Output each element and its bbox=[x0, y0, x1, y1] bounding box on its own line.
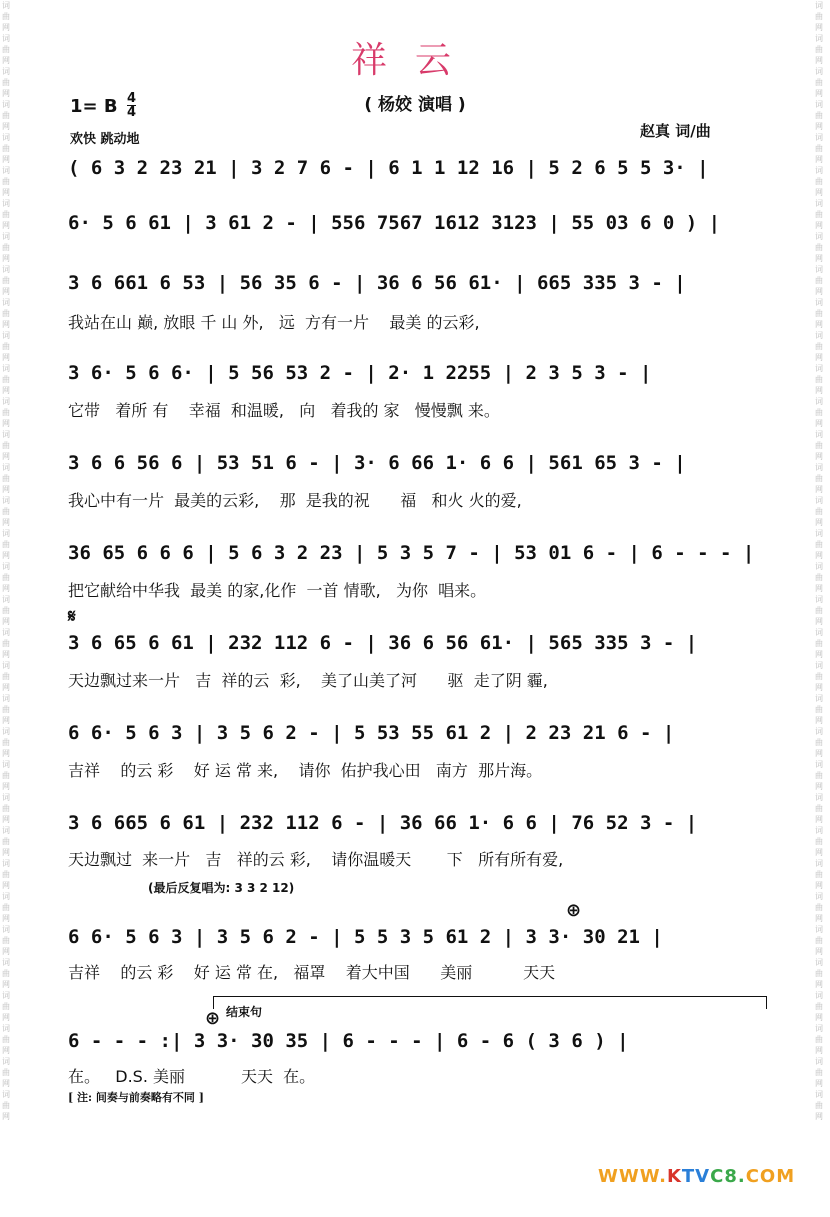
score-line-11-notes: 6 - - - :| 3 3· 30 35 | 6 - - - | 6 - 6 ( 3 6 ) | bbox=[68, 1030, 629, 1052]
score-line-2-notes: 6· 5 6 61 | 3 61 2 - | 556 7567 1612 3123 | 55 03 6 0 ) | bbox=[68, 212, 721, 234]
score-line-5-notes: 3 6 6 56 6 | 53 51 6 - | 3· 6 66 1· 6 6 | 561 65 3 - | bbox=[68, 452, 686, 474]
score-line-9-lyrics: 天边飘过 来一片 吉 祥的云 彩, 请你温暖天 下 所有所有爱, bbox=[68, 850, 564, 869]
score-line-7-lyrics: 天边飘过来一片 吉 祥的云 彩, 美了山美了河 驱 走了阴 霾, bbox=[68, 671, 548, 690]
score-line-11-lyrics: 在。 D.S. 美丽 天天 在。 bbox=[68, 1067, 316, 1086]
segno-sign: 𝄋 bbox=[68, 606, 76, 627]
score-line-6-notes: 36 65 6 6 6 | 5 6 3 2 23 | 5 3 5 7 - | 53 01 6 - | 6 - - - | bbox=[68, 542, 755, 564]
watermark-com: COM bbox=[745, 1166, 796, 1187]
credit: 赵真 词/曲 bbox=[640, 122, 711, 140]
score-line-7-notes: 3 6 65 6 61 | 232 112 6 - | 36 6 56 61· | 565 335 3 - | bbox=[68, 632, 698, 654]
score-line-10-lyrics: 吉祥 的云 彩 好 运 常 在, 福罩 着大中国 美丽 天天 bbox=[68, 963, 556, 982]
score-line-1-notes: ( 6 3 2 23 21 | 3 2 7 6 - | 6 1 1 12 16 | 5 2 6 5 5 3· | bbox=[68, 157, 709, 179]
side-watermark-left: 词曲网词曲网词曲网词曲网词曲网词曲网词曲网词曲网词曲网词曲网词曲网词曲网词曲网词曲网词曲网词曲网词曲网词曲网词曲网词曲网词曲网词曲网词曲网词曲网词曲网词曲网词曲网词曲网词曲网词曲网词曲网词曲网词曲网词曲网 bbox=[2, 1, 10, 1121]
score-line-5-lyrics: 我心中有一片 最美的云彩, 那 是我的祝 福 和火 火的爱, bbox=[68, 491, 522, 510]
performer: ( 杨姣 演唱 ) bbox=[364, 95, 466, 115]
footnote: [ 注: 间奏与前奏略有不同 ] bbox=[68, 1091, 204, 1104]
coda-sign: ⊕ bbox=[566, 900, 582, 921]
score-line-9-notes: 3 6 665 6 61 | 232 112 6 - | 36 66 1· 6 6 | 76 52 3 - | bbox=[68, 812, 698, 834]
watermark-tv: TV bbox=[681, 1166, 711, 1187]
watermark-www: WWW. bbox=[598, 1166, 667, 1187]
score-line-10-notes: 6 6· 5 6 3 | 3 5 6 2 - | 5 5 3 5 61 2 | 3 3· 30 21 | bbox=[68, 926, 663, 948]
score-line-3-notes: 3 6 661 6 53 | 56 35 6 - | 36 6 56 61· | 665 335 3 - | bbox=[68, 272, 686, 294]
watermark-k: K bbox=[666, 1166, 682, 1187]
ending-label: 结束句 bbox=[226, 1005, 263, 1019]
score-line-6-lyrics: 把它献给中华我 最美 的家,化作 一首 情歌, 为你 唱来。 bbox=[68, 581, 487, 600]
repeat-hint: (最后反复唱为: 3 3 2 12) bbox=[148, 881, 295, 895]
score-line-4-notes: 3 6· 5 6 6· | 5 56 53 2 - | 2· 1 2255 | 2 3 5 3 - | bbox=[68, 362, 652, 384]
score-line-8-notes: 6 6· 5 6 3 | 3 5 6 2 - | 5 53 55 61 2 | 2 23 21 6 - | bbox=[68, 722, 675, 744]
ending-bracket bbox=[213, 996, 767, 1009]
side-watermark-right: 词曲网词曲网词曲网词曲网词曲网词曲网词曲网词曲网词曲网词曲网词曲网词曲网词曲网词曲网词曲网词曲网词曲网词曲网词曲网词曲网词曲网词曲网词曲网词曲网词曲网词曲网词曲网词曲网词曲网词曲网词曲网词曲网词曲网词曲网 bbox=[815, 1, 823, 1121]
coda-sign-ending: ⊕ bbox=[205, 1008, 221, 1029]
tempo-marking: 欢快 跳动地 bbox=[70, 132, 140, 147]
song-title: 祥云 bbox=[350, 40, 479, 81]
meter-top: 4 bbox=[127, 91, 137, 106]
site-watermark bbox=[598, 1166, 795, 1187]
watermark-c8: C8. bbox=[710, 1166, 746, 1187]
score-line-4-lyrics: 它带 着所 有 幸福 和温暖, 向 着我的 家 慢慢飘 来。 bbox=[68, 401, 500, 420]
time-signature bbox=[127, 92, 136, 119]
key-signature: 1= B bbox=[70, 96, 118, 117]
score-line-8-lyrics: 吉祥 的云 彩 好 运 常 来, 请你 佑护我心田 南方 那片海。 bbox=[68, 761, 543, 780]
score-line-3-lyrics: 我站在山 巅, 放眼 千 山 外, 远 方有一片 最美 的云彩, bbox=[68, 313, 480, 332]
meter-bottom: 4 bbox=[127, 105, 137, 120]
